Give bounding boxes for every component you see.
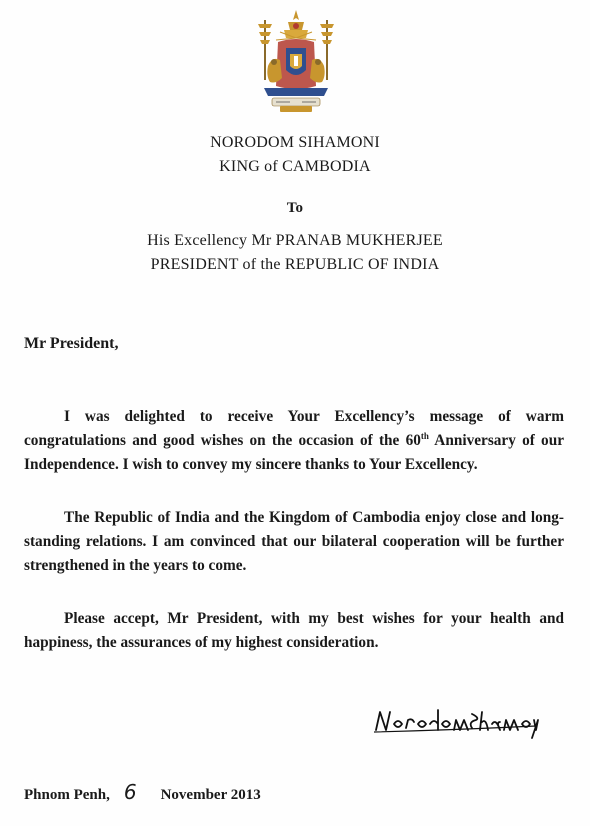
to-label: To xyxy=(286,200,304,216)
body-paragraph-3 xyxy=(24,607,564,655)
recipient-name: His Excellency Mr PRANAB MUKHERJEE xyxy=(147,232,443,249)
ordinal-suffix: th xyxy=(420,430,429,441)
date-line xyxy=(24,780,261,804)
sender-title: KING of CAMBODIA xyxy=(219,158,371,175)
sender-name: NORODOM SIHAMONI xyxy=(210,134,380,151)
salutation: Mr President, xyxy=(24,335,119,352)
place-text: Phnom Penh, xyxy=(24,787,110,803)
paragraph-2-text: The Republic of India and the Kingdom of Cambodia enjoy close and long-standing relations. I am convinced that our bilateral cooperation will be further strengthened in the years to come. xyxy=(24,509,564,574)
royal-coat-of-arms-emblem xyxy=(250,8,342,116)
month-year-text: November 2013 xyxy=(160,787,261,803)
paragraph-1-text-b: Anniversary of our Independence. I wish to convey my sincere thanks to Your Excellency. xyxy=(24,432,564,473)
paragraph-3-text: Please accept, Mr President, with my best wishes for your health and happiness, the assurances of my highest consideration. xyxy=(24,610,564,651)
body-paragraph-1 xyxy=(24,405,564,477)
handwritten-signature xyxy=(372,700,542,740)
recipient-title: PRESIDENT of the REPUBLIC OF INDIA xyxy=(150,256,440,273)
paragraph-1-text-a: I was delighted to receive Your Excellency’s message of warm congratulations and good wishes on the occasion of the 60 xyxy=(24,408,564,449)
body-paragraph-2 xyxy=(24,506,564,578)
handwritten-day: 6 xyxy=(123,780,137,804)
